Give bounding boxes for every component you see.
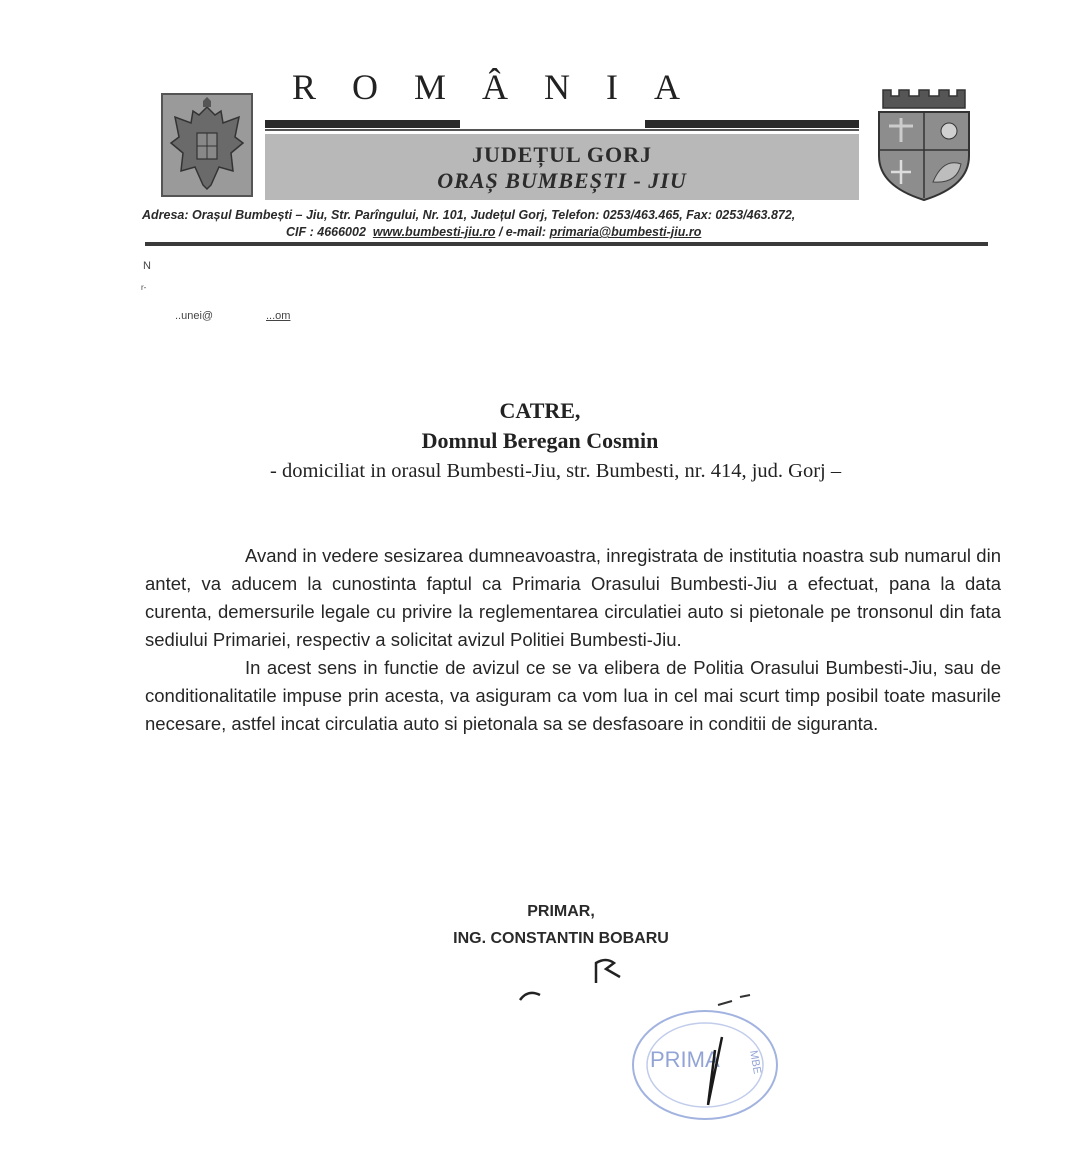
cif-number: CIF : 4666002 [286, 225, 366, 239]
body-paragraph: In acest sens in functie de avizul ce se va elibera de Politia Orasului Bumbesti-Jiu, sau de conditionalitatile impuse prin acesta, va asiguram ca vom lua in cel mai scurt timp posibil toate masurile necesare, astfel incat circulatia auto si pietonala sa se desfasoare in conditii de siguranta. [145, 657, 1001, 734]
address-line-2 [142, 224, 992, 241]
header-rule-left [265, 120, 460, 128]
official-stamp-icon [633, 1011, 777, 1119]
body-paragraph: Avand in vedere sesizarea dumneavoastra, inregistrata de institutia noastra sub numarul din antet, va aducem la cunostinta faptul ca Primaria Orasului Bumbesti-Jiu a efectuat, pana la data curenta, demersurile legale cu privire la reglementarea circulatiei auto si pietonale pe tronsonul din fata sediului Primariei, respectiv a solicitat avizul Politiei Bumbesti-Jiu. [145, 545, 1001, 650]
signature-and-stamp [510, 955, 790, 1125]
header-rule-right [645, 120, 859, 128]
institution-header [265, 134, 859, 200]
county-name: JUDEȚUL GORJ [471, 142, 653, 167]
registration-fragment: ...om [266, 310, 291, 322]
mayor-name: ING. CONSTANTIN BOBARU [453, 930, 669, 947]
email-link[interactable]: primaria@bumbesti-jiu.ro [549, 225, 702, 239]
registration-fragment: r- [141, 283, 147, 292]
salutation: CATRE, [499, 398, 581, 423]
bumbesti-jiu-coat-of-arms-icon [873, 86, 975, 202]
svg-text:PRIMA: PRIMA [650, 1047, 720, 1072]
romania-coat-of-arms-icon [161, 93, 253, 197]
letter-body [145, 542, 1001, 738]
website-link[interactable]: www.bumbesti-jiu.ro [372, 225, 496, 239]
header-bottom-rule [145, 242, 988, 246]
registration-fragment: N [143, 260, 151, 272]
svg-text:MBE: MBE [747, 1049, 764, 1076]
mayor-title: PRIMAR, [527, 903, 595, 920]
registration-fragment: ..unei@ [175, 310, 214, 322]
header-rule-thin [265, 129, 859, 131]
contact-address-block [142, 207, 992, 241]
address-line: Adresa: Orașul Bumbești – Jiu, Str. Parîngului, Nr. 101, Județul Gorj, Telefon: 0253/463.465, Fax: 0253/463.872, [142, 208, 796, 222]
town-name: ORAȘ BUMBEȘTI - JIU [437, 168, 687, 193]
email-label: / e-mail: [498, 225, 547, 239]
country-heading: ROMÂNIA [292, 67, 717, 107]
recipient-domicile: - domiciliat in orasul Bumbesti-Jiu, str. Bumbesti, nr. 414, jud. Gorj – [270, 460, 842, 482]
recipient-name: Domnul Beregan Cosmin [421, 428, 659, 453]
